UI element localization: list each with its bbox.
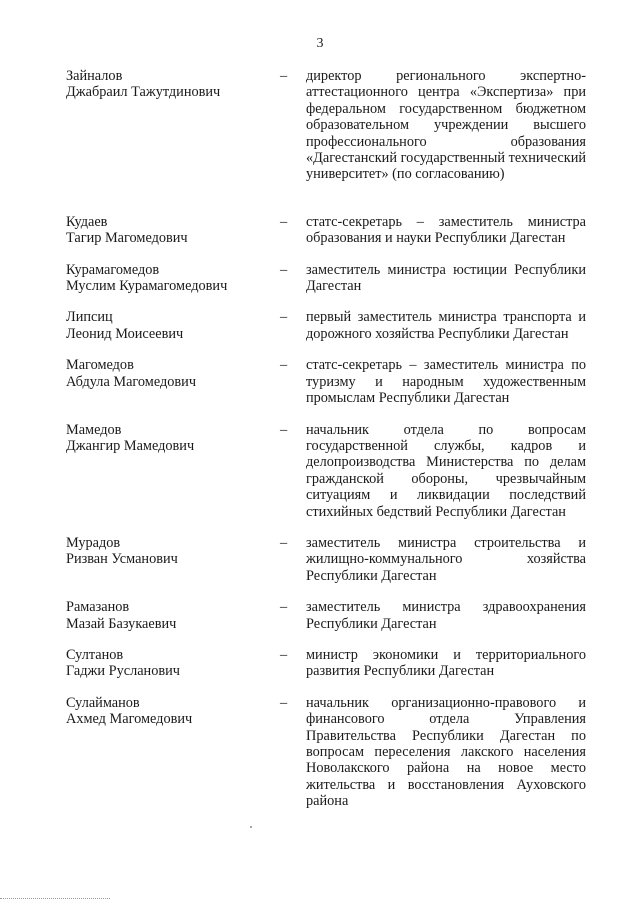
entry-dash: –: [280, 357, 288, 374]
member-name: [66, 357, 280, 406]
member-surname: Липсиц: [66, 309, 113, 326]
roster-entry: [66, 262, 586, 295]
entry-dash: –: [280, 421, 288, 438]
member-surname: Мурадов: [66, 534, 121, 551]
member-surname: Сулайманов: [66, 694, 140, 711]
roster-entry: [66, 422, 586, 520]
entry-dash: –: [280, 694, 288, 711]
member-position: заместитель министра здравоохранения Республики Дагестан: [306, 599, 586, 632]
member-name: [66, 535, 280, 584]
member-given-names: Гаджи Русланович: [66, 663, 180, 680]
entry-dash: –: [280, 599, 288, 616]
member-position: первый заместитель министра транспорта и дорожного хозяйства Республики Дагестан: [306, 309, 586, 342]
entry-dash: –: [280, 68, 288, 84]
member-position: министр экономики и территориального развития Республики Дагестан: [306, 646, 586, 680]
member-position: статс-секретарь – заместитель министра по туризму и народным художественным промыслам Республики Дагестан: [306, 357, 586, 407]
member-surname: Магомедов: [66, 357, 134, 374]
roster-entry: [66, 357, 586, 406]
member-name: [66, 422, 280, 520]
entry-dash: –: [280, 261, 288, 278]
member-given-names: Тагир Магомедович: [66, 230, 188, 247]
member-name: [66, 68, 280, 183]
member-surname: Мамедов: [66, 421, 122, 438]
roster-entry: [66, 214, 586, 247]
roster-entry: [66, 599, 586, 632]
member-given-names: Леонид Моисеевич: [66, 325, 184, 342]
member-name: [66, 309, 280, 342]
roster-entry: [66, 309, 586, 342]
member-position: заместитель министра строительства и жилищно-коммунального хозяйства Республики Дагестан: [306, 534, 586, 584]
member-given-names: Мазай Базукаевич: [66, 615, 177, 632]
roster-entry: [66, 647, 586, 680]
member-surname: Султанов: [66, 646, 124, 663]
member-position: заместитель министра юстиции Республики Дагестан: [306, 261, 586, 295]
entry-dash: –: [280, 646, 288, 663]
member-position: начальник организационно-правового и финансового отдела Управления Правительства Республики Дагестан по вопросам переселения лакского населения Новолакского района на новое место жительства и восстановления Ауховского района: [306, 694, 586, 810]
member-given-names: Джабраил Тажутдинович: [66, 84, 221, 101]
member-given-names: Джангир Мамедович: [66, 437, 195, 454]
member-surname: Рамазанов: [66, 599, 130, 616]
member-name: [66, 262, 280, 295]
scan-speck: [250, 826, 252, 828]
member-name: [66, 214, 280, 247]
member-surname: Курамагомедов: [66, 261, 160, 278]
member-name: [66, 695, 280, 810]
member-position: начальник отдела по вопросам государственной службы, кадров и делопроизводства Министерства по делам гражданской обороны, чрезвычайным ситуациям и ликвидации последствий стихийных бедствий Республики Дагестан: [306, 421, 586, 520]
member-position: директор регионального экспертно-аттестационного центра «Экспертиза» при федеральном государственном бюджетном образовательном учреждении высшего профессионального образования «Дагестанский государственный технический университет» (по согласованию): [306, 68, 586, 183]
member-position: статс-секретарь – заместитель министра образования и науки Республики Дагестан: [306, 213, 586, 247]
member-given-names: Муслим Курамагомедович: [66, 278, 228, 295]
member-surname: Зайналов: [66, 68, 123, 84]
member-name: [66, 599, 280, 632]
member-given-names: Абдула Магомедович: [66, 373, 197, 390]
entry-dash: –: [280, 213, 288, 230]
member-surname: Кудаев: [66, 213, 108, 230]
member-name: [66, 647, 280, 680]
roster-entry: [66, 535, 586, 584]
page-number: 3: [316, 36, 324, 51]
roster-entry: [66, 68, 586, 183]
entry-dash: –: [280, 534, 288, 551]
member-given-names: Ахмед Магомедович: [66, 711, 193, 728]
member-roster: [66, 68, 586, 810]
member-given-names: Ризван Усманович: [66, 551, 178, 568]
scan-edge-mark: [0, 898, 110, 899]
roster-entry: [66, 695, 586, 810]
entry-dash: –: [280, 309, 288, 326]
